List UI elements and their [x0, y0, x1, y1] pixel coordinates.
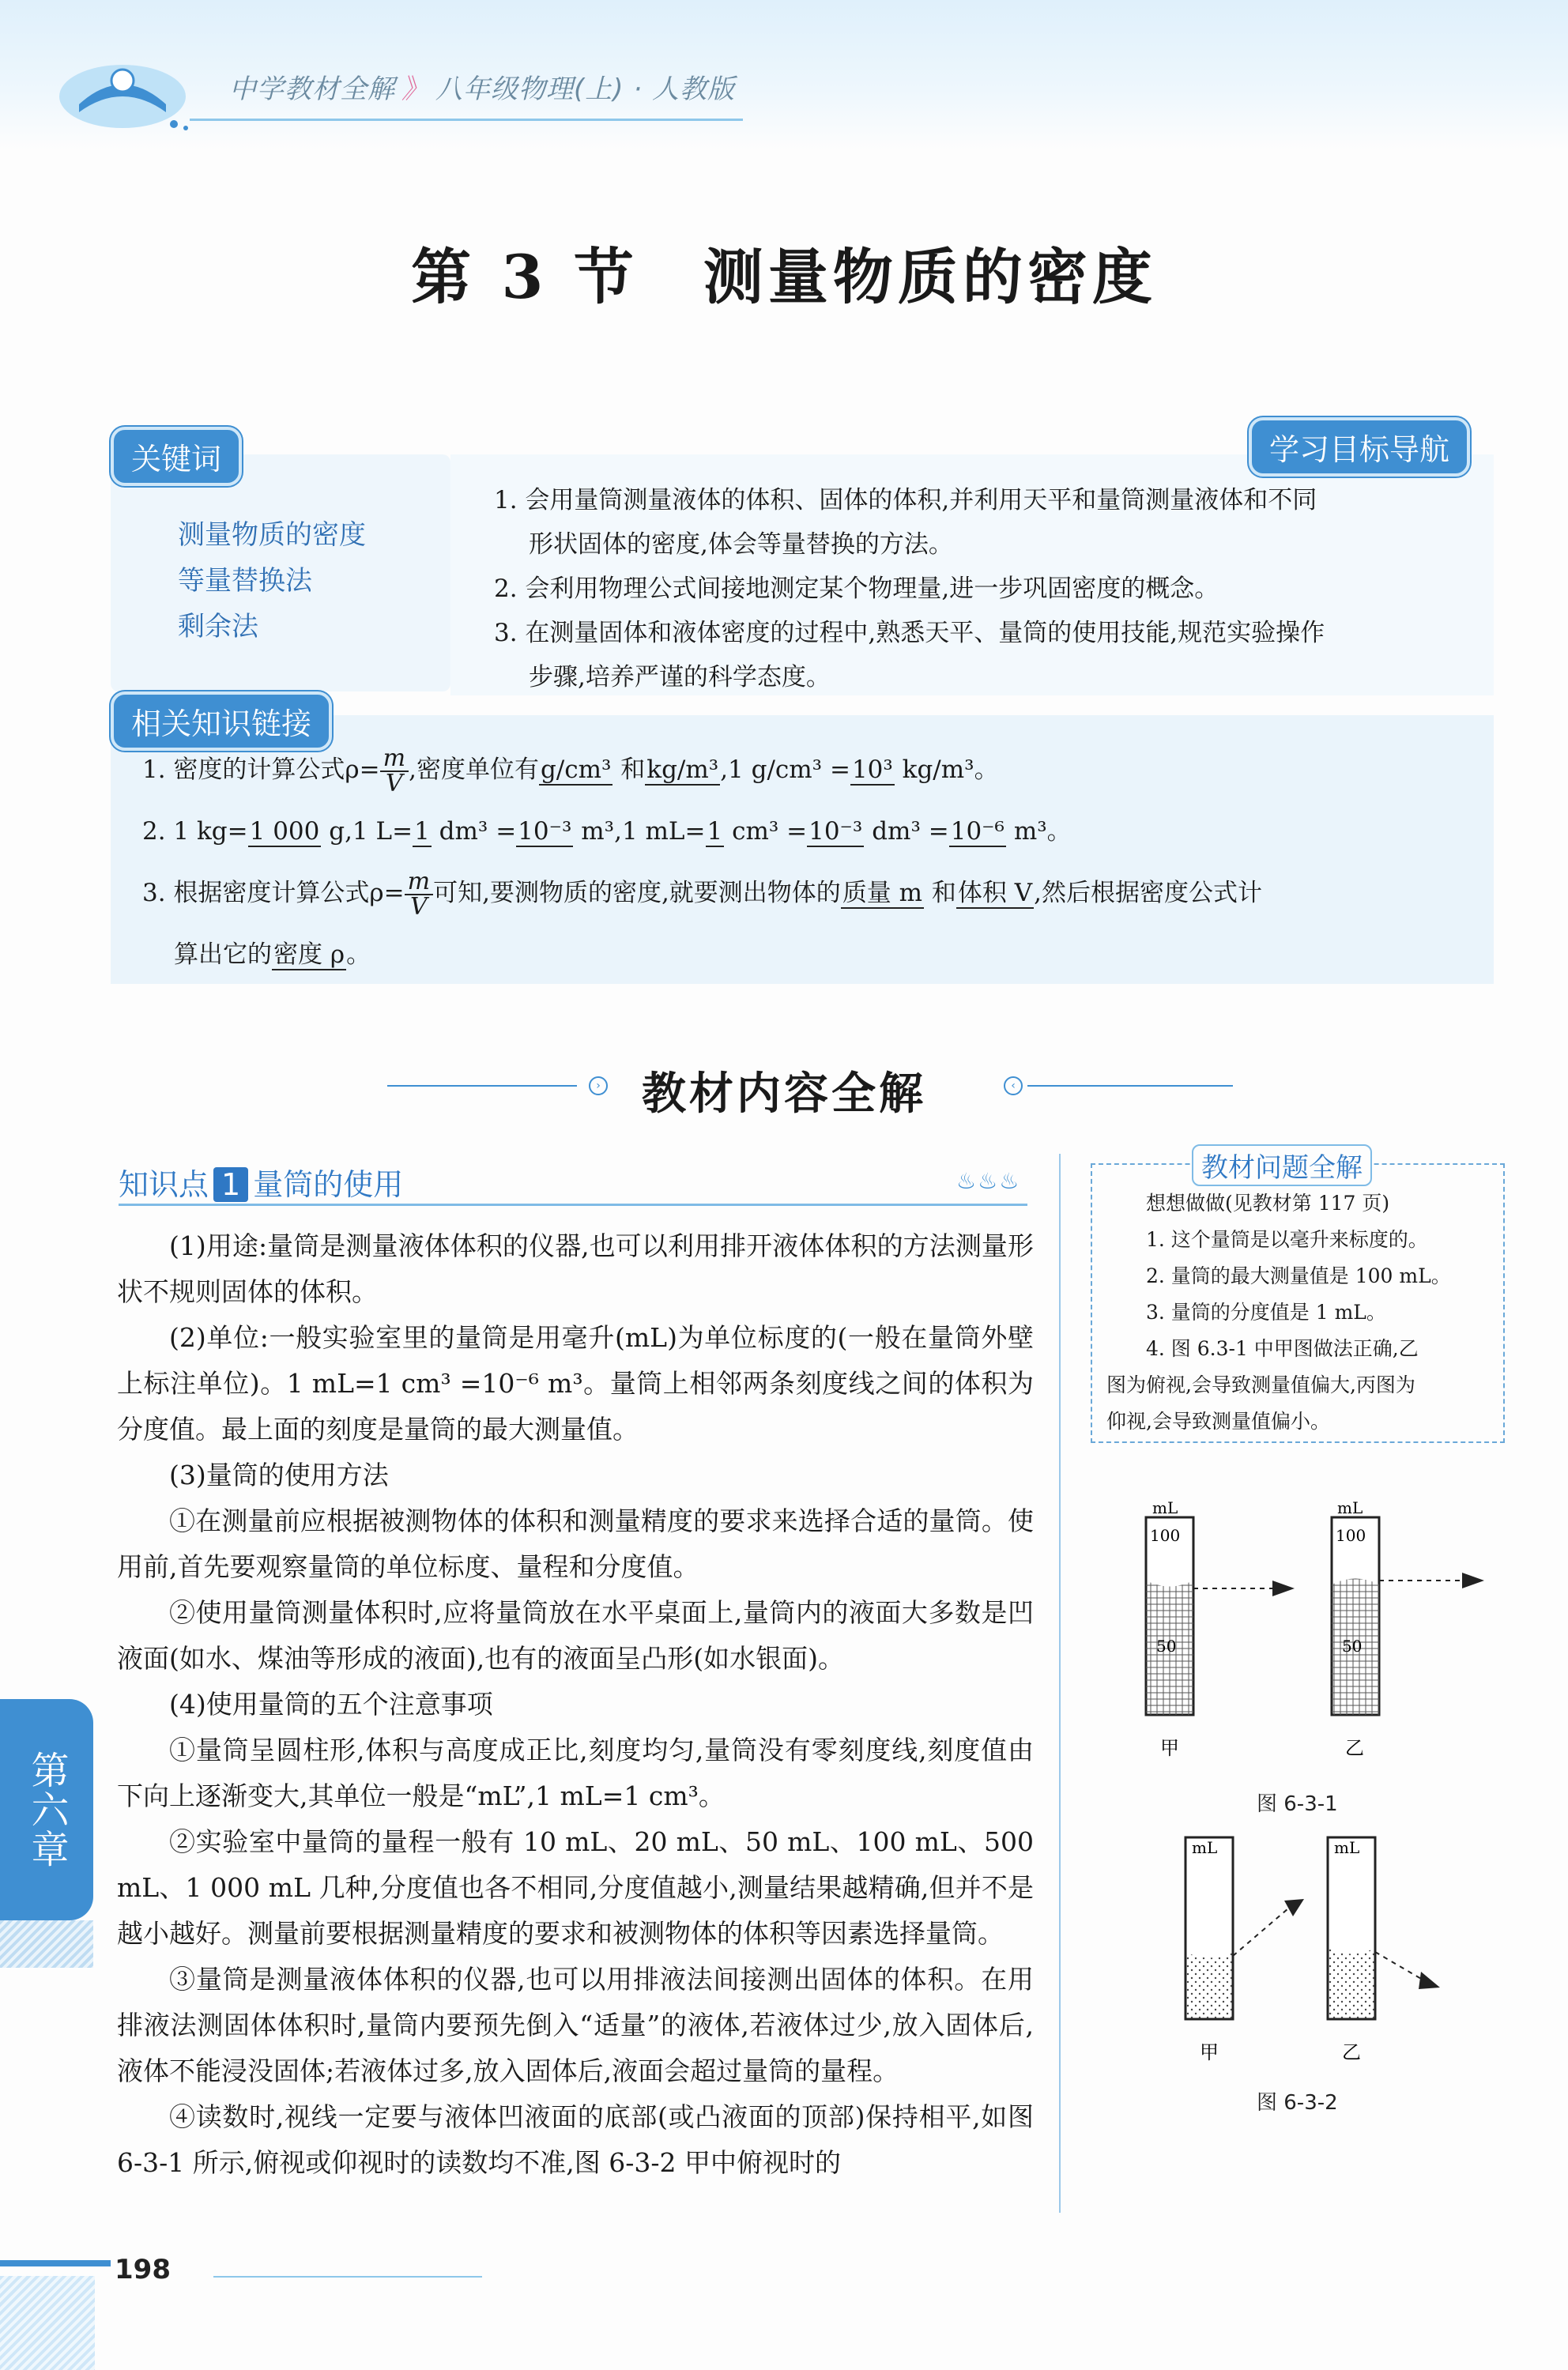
paragraph: ④读数时,视线一定要与液体凹液面的底部(或凸液面的顶部)保持相平,如图 6-3-1 所示,俯视或仰视时的读数均不准,图 6-3-2 甲中俯视时的 [117, 2101, 1034, 2178]
paragraph: ②实验室中量筒的量程一般有 10 mL、20 mL、50 mL、100 mL、500 mL、1 000 mL 几种,分度值也各不相同,分度值越小,测量结果越精确,但并不是越小越好。测量前要根据测量精度的要求和被测物体的体积等因素选择量筒。 [117, 1826, 1034, 1949]
knowledge-point-header: 知识点 1 量筒的使用 [119, 1167, 404, 1202]
book-name: 中学教材全解 [229, 73, 395, 105]
goal-line: 3. 在测量固体和液体密度的过程中,熟悉天平、量筒的使用技能,规范实验操作 [494, 619, 1325, 647]
label-yi: 乙 [1342, 2041, 1361, 2063]
figure-caption: 图 6-3-2 [1257, 2091, 1338, 2115]
page-number: 198 [115, 2254, 171, 2285]
cylinder-a [1146, 1517, 1295, 1715]
paragraph: ③量筒是测量液体体积的仪器,也可以用排液法间接测出固体的体积。在用排液法测固体体积时,量筒内要预先倒入“适量”的液体,若液体过少,放入固体后,液体不能浸没固体;若液体过多,放入固体后,液面会超过量筒的量程。 [117, 1964, 1034, 2086]
link-line-3: 3. 根据密度计算公式ρ= $\frac{m}{V}$ 可知,要测物质的密度,就要测出物体的质量 m 和体积 V,然后根据密度公式计 [142, 867, 1263, 921]
label-yi: 乙 [1345, 1737, 1364, 1759]
figure-6-3-1 [1091, 1494, 1502, 1762]
cylinder-b [1328, 1837, 1440, 2019]
figure-caption: 图 6-3-1 [1257, 1792, 1338, 1816]
keywords-list [178, 512, 366, 650]
chevron-right-icon: › [589, 1076, 608, 1095]
tick-label: 100 [1150, 1526, 1181, 1545]
header-rule [190, 119, 743, 121]
goals-list [494, 478, 1490, 699]
answer-line: 想想做做(见教材第 117 页) [1146, 1192, 1390, 1215]
answer-line: 1. 这个量筒是以毫升来标度的。 [1146, 1228, 1428, 1251]
answer-line: 4. 图 6.3-1 中甲图做法正确,乙 [1146, 1337, 1419, 1360]
column-divider [1059, 1154, 1061, 2213]
cylinder-a [1185, 1837, 1304, 2019]
heading-rule-right [1027, 1085, 1233, 1087]
keyword-item: 等量替换法 [178, 565, 312, 597]
header-separator: 》 [401, 73, 429, 105]
links-list [142, 739, 1486, 985]
label-jia: 甲 [1200, 2041, 1219, 2063]
paragraph: (4)使用量筒的五个注意事项 [169, 1689, 493, 1720]
textbook-answers-tag: 教材问题全解 [1192, 1144, 1372, 1186]
section-title: 第 3 节 测量物质的密度 [411, 242, 1157, 312]
unit-label: mL [1192, 1838, 1218, 1857]
density-fraction: $\frac{m}{V}$ [405, 870, 433, 919]
paragraph: ①量筒呈圆柱形,体积与高度成正比,刻度均匀,量筒没有零刻度线,刻度值由下向上逐渐变大,其单位一般是“mL”,1 mL=1 cm³。 [117, 1735, 1034, 1811]
chevron-left-icon: ‹ [1004, 1076, 1023, 1095]
goal-line: 形状固体的密度,体会等量替换的方法。 [529, 530, 953, 559]
unit-label: mL [1337, 1498, 1363, 1517]
figure-6-3-2 [1138, 1822, 1486, 2074]
paragraph: ①在测量前应根据被测物体的体积和测量精度的要求来选择合适的量筒。使用前,首先要观察量筒的单位标度、量程和分度值。 [117, 1505, 1034, 1582]
main-text [117, 1223, 1034, 2186]
goal-line: 步骤,培养严谨的科学态度。 [529, 663, 831, 691]
density-fraction: $\frac{m}{V}$ [380, 747, 409, 796]
keyword-item: 测量物质的密度 [178, 519, 366, 551]
footer-rule [213, 2276, 482, 2278]
subject-name: 八年级物理(上) · 人教版 [435, 73, 735, 105]
tick-label: 50 [1342, 1637, 1363, 1656]
cylinder-b [1332, 1517, 1484, 1715]
paragraph: ②使用量筒测量体积时,应将量筒放在水平桌面上,量筒内的液面大多数是凹液面(如水、煤油等形成的液面),也有的液面呈凸形(如水银面)。 [117, 1597, 1034, 1674]
goals-tag: 学习目标导航 [1249, 417, 1470, 477]
keywords-tag: 关键词 [111, 427, 242, 486]
footer-pattern [0, 2276, 95, 2370]
link-line-2: 2. 1 kg=1 000 g,1 L=1 dm³ =10⁻³ m³,1 mL=1 cm³ =10⁻³ dm³ =10⁻⁶ m³。 [142, 817, 1072, 846]
paragraph: (2)单位:一般实验室里的量筒是用毫升(mL)为单位标度的(一般在量筒外壁上标注单位)。1 mL=1 cm³ =10⁻⁶ m³。量筒上相邻两条刻度线之间的体积为分度值。最上面的刻度是量筒的最大测量值。 [117, 1322, 1034, 1445]
content-heading: 教材内容全解 [642, 1068, 926, 1120]
label-jia: 甲 [1160, 1737, 1179, 1759]
book-logo-icon [55, 49, 190, 136]
goal-line: 2. 会利用物理公式间接地测定某个物理量,进一步巩固密度的概念。 [494, 575, 1219, 603]
running-header [229, 67, 735, 106]
difficulty-icon: ♨♨♨ [956, 1168, 1021, 1194]
link-line-4: 算出它的密度 ρ。 [174, 940, 371, 969]
footer-bar [0, 2260, 111, 2266]
tick-label: 100 [1336, 1526, 1366, 1545]
paragraph: (1)用途:量筒是测量液体体积的仪器,也可以利用排开液体体积的方法测量形状不规则固体的体积。 [117, 1230, 1034, 1307]
links-tag: 相关知识链接 [111, 691, 332, 751]
knowledge-point-name: 量筒的使用 [253, 1167, 404, 1202]
knowledge-point-number: 1 [213, 1167, 248, 1202]
textbook-answers [1106, 1185, 1494, 1440]
answer-line: 仰视,会导致测量值偏小。 [1106, 1410, 1330, 1433]
chapter-tab-pattern [0, 1920, 93, 1968]
chapter-tab: 第六章 [0, 1699, 93, 1920]
paragraph: (3)量筒的使用方法 [169, 1460, 389, 1490]
goal-line: 1. 会用量筒测量液体的体积、固体的体积,并利用天平和量筒测量液体和不同 [494, 486, 1317, 514]
link-line-1: 1. 密度的计算公式ρ= $\frac{m}{V}$ ,密度单位有g/cm³ 和kg/m³,1 g/cm³ =10³ kg/m³。 [142, 744, 999, 797]
keyword-item: 剩余法 [178, 611, 258, 642]
tick-label: 50 [1156, 1637, 1177, 1656]
unit-label: mL [1334, 1838, 1360, 1857]
answer-line: 2. 量筒的最大测量值是 100 mL。 [1146, 1264, 1451, 1287]
unit-label: mL [1152, 1498, 1178, 1517]
knowledge-point-rule [119, 1204, 1027, 1206]
answer-line: 图为俯视,会导致测量值偏大,丙图为 [1106, 1373, 1415, 1396]
answer-line: 3. 量筒的分度值是 1 mL。 [1146, 1301, 1386, 1324]
